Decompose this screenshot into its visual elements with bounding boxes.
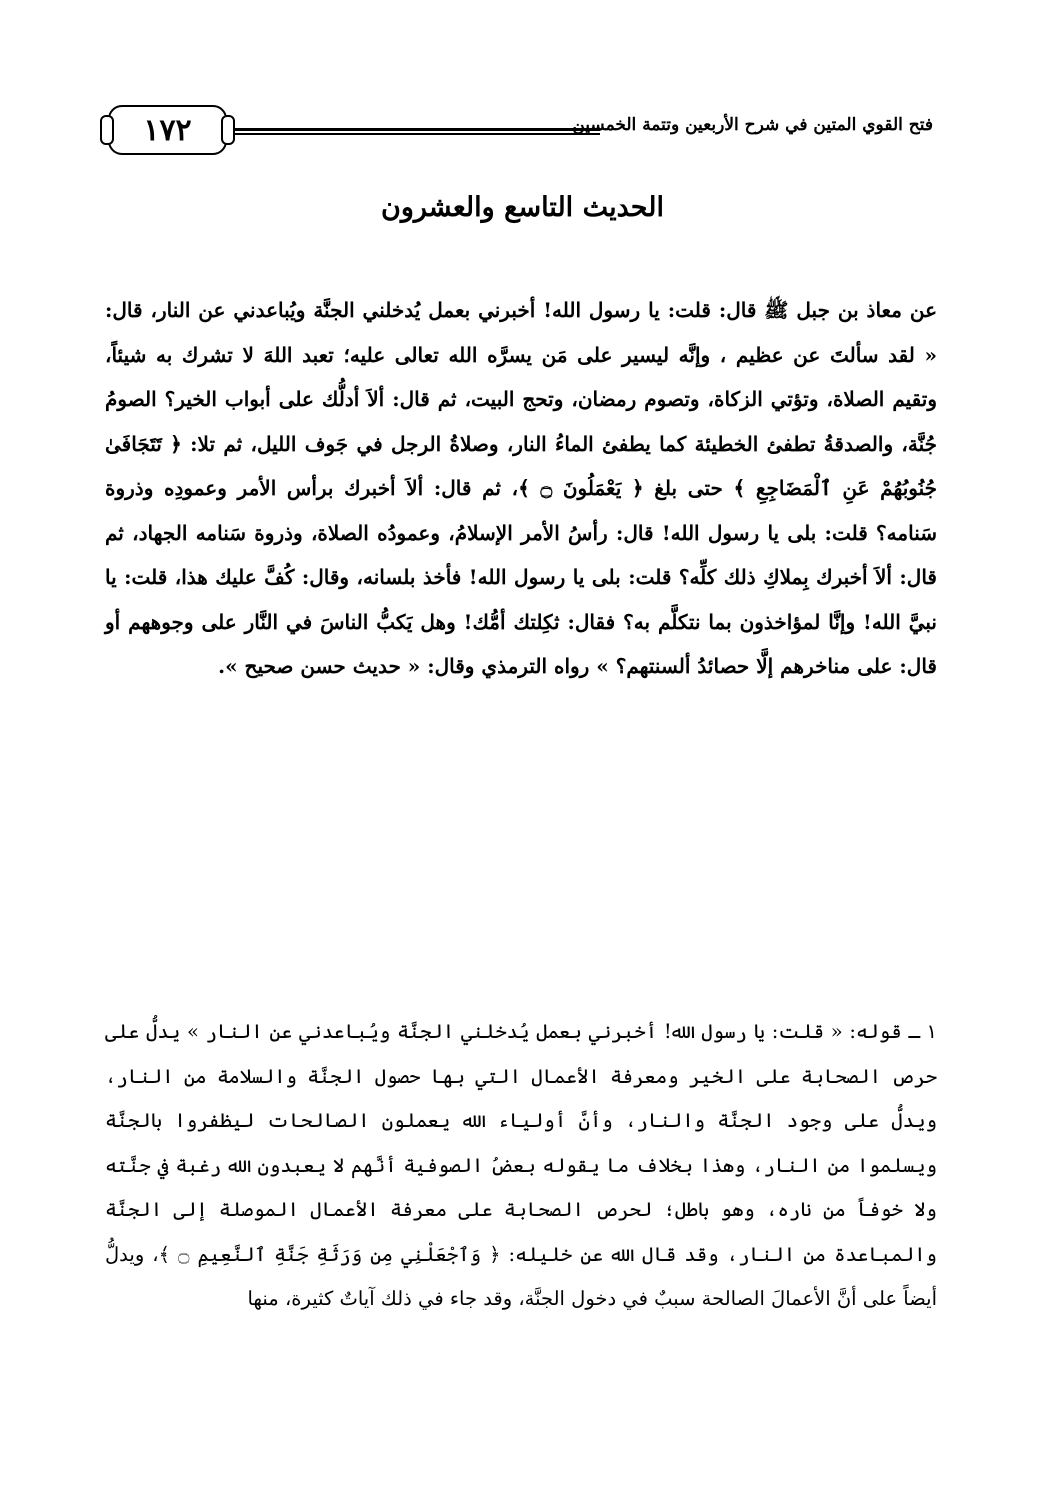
page-number-frame (108, 105, 227, 155)
hadith-text: عن معاذ بن جبل ﷺ قال: قلت: يا رسول الله! أخبرني بعمل يُدخلني الجنَّة ويُباعدني عن النار، قال: « لقد سألتَ عن عظيم ، وإنَّه ليسير على مَن يسرَّه الله تعالى عليه؛ تعبد اللهَ لا تشرك به شيئاً، وتقيم الصلاة، وتؤتي الزكاة، وتصوم رمضان، وتحج البيت، ثم قال: ألاَ أدلُّك على أبواب الخير؟ الصومُ جُنَّة، والصدقةُ تطفئ الخطيئة كما يطفئ الماءُ النار، وصلاةُ الرجل في جَوف الليل، ثم تلا: ﴿ تَتَجَافَىٰ جُنُوبُهُمْ عَنِ ٱلْمَضَاجِعِ ﴾ حتى بلغ ﴿ يَعْمَلُونَ ۝ ﴾، ثم قال: ألاَ أخبرك برأس الأمر وعمودِه وذروة سَنامه؟ قلت: بلى يا رسول الله! قال: رأسُ الأمر الإسلامُ، وعمودُه الصلاة، وذروة سَنامه الجهاد، ثم قال: ألاَ أخبرك بِملاكِ ذلك كلِّه؟ قلت: بلى يا رسول الله! فأخذ بلسانه، وقال: كُفَّ عليك هذا، قلت: يا نبيَّ الله! وإنَّا لمؤاخذون بما نتكلَّم به؟ فقال: ثكِلتك أمُّك! وهل يَكبُّ الناسَ في النَّار على وجوههم أو قال: على مناخرهم إلَّا حصائدُ ألسنتهم؟ » رواه الترمذي وقال: « حديث حسن صحيح ». (105, 298, 937, 678)
page-number: ١٧٢ (143, 112, 192, 148)
commentary-text: ١ ـ قوله: « قلت: يا رسول الله! أخبرني بعمل يُدخلني الجنَّة ويُباعدني عن النار » يدلُّ على حرص الصحابة على الخير ومعرفة الأعمال التي بها حصول الجنَّة والسلامة من النار، ويدلُّ على وجود الجنَّة والنار، وأنَّ أولياء الله يعملون الصالحات ليظفروا بالجنَّة ويسلموا من النار، وهذا بخلاف ما يقوله بعضُ الصوفية أنَّهم لا يعبدون الله رغبة في جنَّته ولا خوفاً من ناره، وهو باطل؛ لحرص الصحابة على معرفة الأعمال الموصلة إلى الجنَّة والمباعدة من النار، وقد قال الله عن خليله: ﴿ وَٱجْعَلْنِي مِن وَرَثَةِ جَنَّةِ ٱلنَّعِيمِ ۝ ﴾، ويدلُّ أيضاً على أنَّ الأعمالَ الصالحة سببٌ في دخول الجنَّة، وقد جاء في ذلك آياتٌ كثيرة، منها (105, 1020, 937, 1310)
chapter-title: الحديث التاسع والعشرون (381, 192, 664, 223)
book-title: فتح القوي المتين في شرح الأربعين وتتمة الخمسين (572, 115, 933, 135)
header-rule (233, 128, 600, 135)
page-header (108, 105, 933, 157)
